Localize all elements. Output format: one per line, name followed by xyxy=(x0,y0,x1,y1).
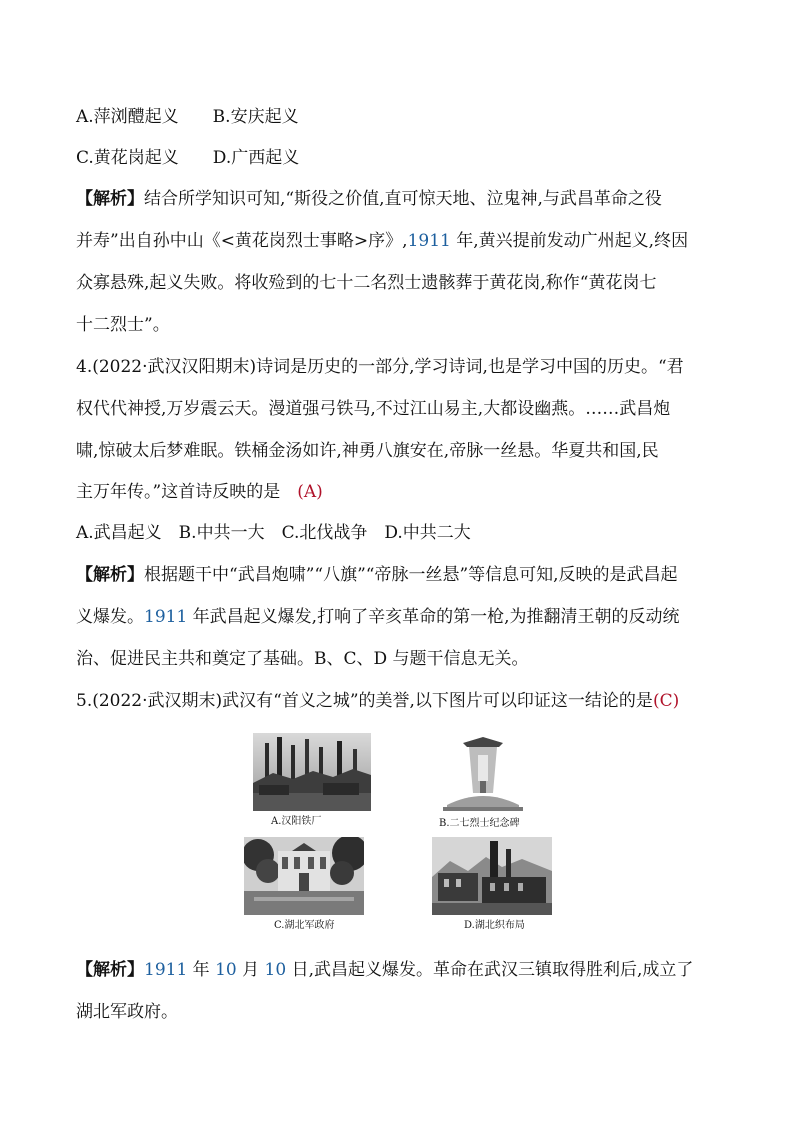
q4-analysis-text1: 根据题干中“武昌炮啸”“八旗”“帝脉一丝悬”等信息可知,反映的是武昌起 xyxy=(144,565,678,585)
q4-analysis-line2 xyxy=(76,600,726,634)
q5-analysis-year: 1911 xyxy=(144,960,188,980)
q3-analysis-text1: 结合所学知识可知,“斯役之价值,直可惊天地、泣鬼神,与武昌革命之役 xyxy=(144,189,662,209)
q5-analysis-t1: 年 xyxy=(192,960,210,980)
q4-analysis-text2a: 义爆发。 xyxy=(76,607,144,627)
q3-analysis-year: 1911 xyxy=(407,231,451,251)
q5-analysis-line1 xyxy=(76,953,726,987)
q4-analysis-year: 1911 xyxy=(144,607,188,627)
q5-analysis-label: 【解析】 xyxy=(76,960,144,980)
q4-answer: (A) xyxy=(297,482,323,502)
caption-d: D.湖北织布局 xyxy=(464,920,525,931)
q4-options: A.武昌起义 B.中共一大 C.北伐战争 D.中共二大 xyxy=(76,523,471,543)
q3-options-line2: C.黄花岗起义 D.广西起义 xyxy=(76,148,300,168)
q5-stem-text: 5.(2022·武汉期末)武汉有“首义之城”的美誉,以下图片可以印证这一结论的是 xyxy=(76,691,653,711)
q3-options-line1: A.萍浏醴起义 B.安庆起义 xyxy=(76,107,299,127)
q3-analysis-text2a: 并寿”出自孙中山《<黄花岗烈士事略>序》, xyxy=(76,231,408,251)
q3-analysis-label: 【解析】 xyxy=(76,189,144,209)
mill-photo-icon xyxy=(432,837,552,915)
q3-analysis-line1 xyxy=(76,182,726,216)
q5-analysis-t3: 日,武昌起义爆发。革命在武汉三镇取得胜利后,成立了 xyxy=(291,960,694,980)
q4-stem-line4 xyxy=(76,475,726,509)
q5-analysis-t2: 月 xyxy=(242,960,260,980)
q3-analysis-line4: 十二烈士”。 xyxy=(76,315,170,335)
figure-hanyang-ironworks xyxy=(253,733,371,827)
q5-analysis-month: 10 xyxy=(215,960,237,980)
q4-stem-line3: 啸,惊破太后梦难眠。铁桶金汤如许,神勇八旗安在,帝脉一丝悬。华夏共和国,民 xyxy=(76,441,659,461)
q3-analysis-line2 xyxy=(76,224,726,258)
figure-hubei-weaving-bureau xyxy=(432,837,552,931)
q4-stem-line1: 4.(2022·武汉汉阳期末)诗词是历史的一部分,学习诗词,也是学习中国的历史。“君 xyxy=(76,357,684,377)
caption-c: C.湖北军政府 xyxy=(274,920,335,931)
q5-analysis-day: 10 xyxy=(264,960,287,980)
q4-analysis-text2b: 年武昌起义爆发,打响了辛亥革命的第一枪,为推翻清王朝的反动统 xyxy=(192,607,680,627)
q3-analysis-line3: 众寡悬殊,起义失败。将收殓到的七十二名烈士遗骸葬于黄花岗,称作“黄花岗七 xyxy=(76,273,657,293)
caption-b: B.二七烈士纪念碑 xyxy=(439,818,520,829)
q4-analysis-label: 【解析】 xyxy=(76,565,144,585)
figure-hubei-military-government xyxy=(244,837,364,931)
q3-analysis-text2b: 年,黄兴提前发动广州起义,终因 xyxy=(456,231,689,251)
q5-figure-collage xyxy=(240,733,560,933)
q5-analysis-line2: 湖北军政府。 xyxy=(76,1002,178,1022)
q5-answer: (C) xyxy=(652,691,680,711)
memorial-tower-icon xyxy=(437,735,529,813)
q4-analysis-line1 xyxy=(76,558,726,592)
q5-stem xyxy=(76,684,726,718)
caption-a: A.汉阳铁厂 xyxy=(271,816,322,827)
building-photo-icon xyxy=(244,837,364,915)
figure-erqi-memorial xyxy=(437,735,529,829)
q4-stem-text4: 主万年传。”这首诗反映的是 xyxy=(76,482,298,502)
q4-stem-line2: 权代代神授,万岁震云天。漫道强弓铁马,不过江山易主,大都设幽燕。……武昌炮 xyxy=(76,399,671,419)
q4-analysis-line3: 治、促进民主共和奠定了基础。B、C、D 与题干信息无关。 xyxy=(76,649,529,669)
factory-photo-icon xyxy=(253,733,371,811)
